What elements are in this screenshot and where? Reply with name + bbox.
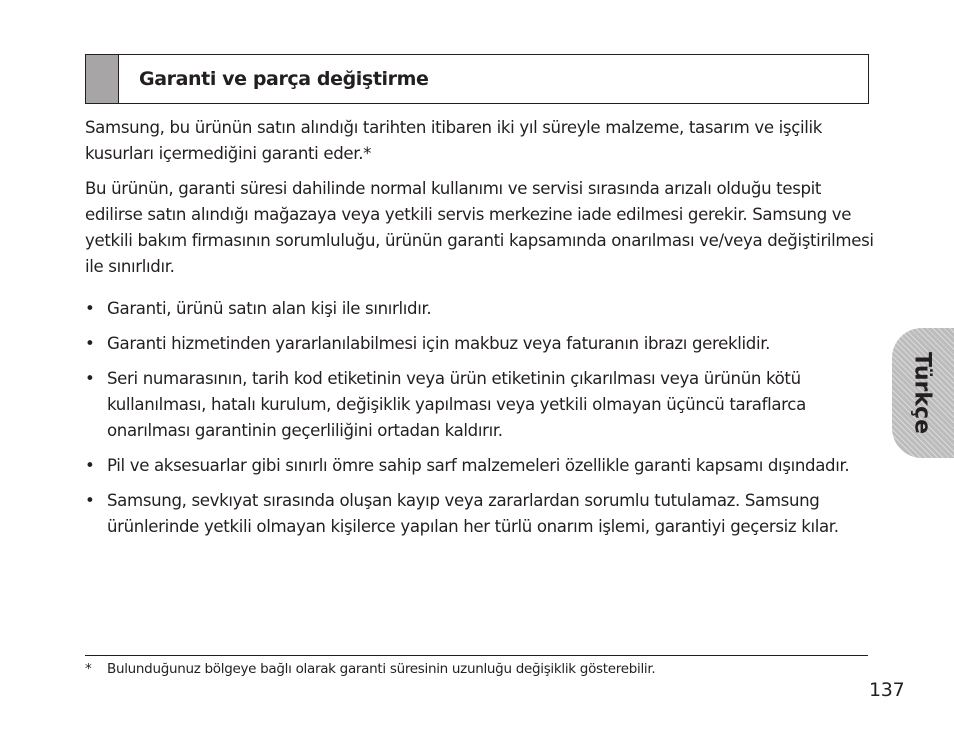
paragraph-warranty-period: Samsung, bu ürünün satın alındığı tarihten itibaren iki yıl süreyle malzeme, tasarım ve işçilik kusurları içermediğini garanti eder.* xyxy=(85,118,823,163)
list-item-text: Pil ve aksesuarlar gibi sınırlı ömre sahip sarf malzemeleri özellikle garanti kapsamı dışındadır. xyxy=(107,456,850,475)
list-item xyxy=(85,366,865,444)
warranty-conditions-list xyxy=(85,296,865,549)
bullet-icon: • xyxy=(85,491,95,510)
page-number: 137 xyxy=(869,679,905,701)
footnote xyxy=(85,659,655,679)
bullet-icon: • xyxy=(85,456,95,475)
bullet-icon: • xyxy=(85,299,95,318)
list-item-text: Garanti, ürünü satın alan kişi ile sınırlıdır. xyxy=(107,299,432,318)
bullet-icon: • xyxy=(85,369,95,388)
list-item xyxy=(85,488,865,540)
paragraph-warranty-service: Bu ürünün, garanti süresi dahilinde normal kullanımı ve servisi sırasında arızalı olduğu tespit edilirse satın alındığı mağazaya veya yetkili servis merkezine iade edilmesi gerekir. Samsung ve yetkili bakım firmasının sorumluluğu, ürünün garanti kapsamında onarılması ve/veya değiştirilmesi ile sınırlıdır. xyxy=(85,179,874,276)
language-tab xyxy=(892,328,954,458)
list-item-text: Garanti hizmetinden yararlanılabilmesi için makbuz veya faturanın ibrazı gereklidir. xyxy=(107,334,771,353)
bullet-icon: • xyxy=(85,334,95,353)
footnote-divider xyxy=(85,655,868,656)
list-item-text: Samsung, sevkıyat sırasında oluşan kayıp veya zararlardan sorumlu tutulamaz. Samsung ürünlerinde yetkili olmayan kişilerce yapılan her türlü onarım işlemi, garantiyi geçersiz kılar. xyxy=(107,491,839,536)
footnote-text: Bulunduğunuz bölgeye bağlı olarak garanti süresinin uzunluğu değişiklik gösterebilir. xyxy=(107,661,656,677)
heading-accent-block xyxy=(86,55,119,103)
section-title: Garanti ve parça değiştirme xyxy=(139,68,429,90)
list-item-text: Seri numarasının, tarih kod etiketinin veya ürün etiketinin çıkarılması veya ürünün kötü kullanılması, hatalı kurulum, değişiklik yapılması veya yetkili olmayan üçüncü taraflarca onarılması garantinin geçerliliğini ortadan kaldırır. xyxy=(107,369,806,440)
language-tab-label: Türkçe xyxy=(909,351,935,435)
section-heading xyxy=(85,54,869,104)
footnote-marker: * xyxy=(85,661,92,677)
list-item xyxy=(85,453,865,479)
list-item xyxy=(85,296,865,322)
list-item xyxy=(85,331,865,357)
